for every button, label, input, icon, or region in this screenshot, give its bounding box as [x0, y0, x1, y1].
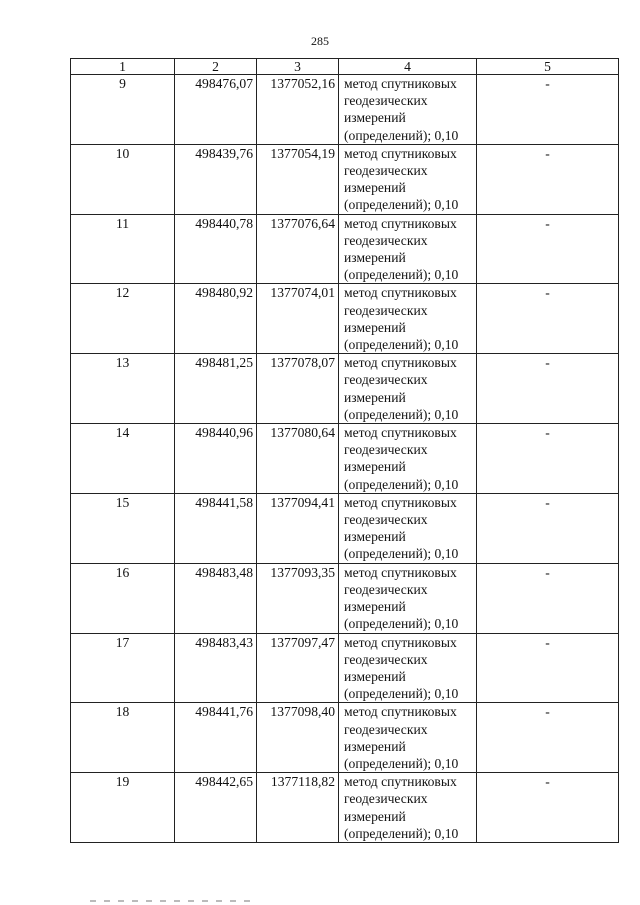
- y-coordinate-cell: 1377098,40: [257, 703, 339, 773]
- method-cell: метод спутниковых геодезических измерений (определений); 0,10: [339, 284, 477, 354]
- table-header-row: [71, 59, 619, 75]
- description-cell: -: [477, 703, 619, 773]
- x-coordinate-cell: 498483,48: [175, 563, 257, 633]
- header-col-1: 1: [71, 59, 175, 75]
- point-number-cell: 16: [71, 563, 175, 633]
- description-cell: -: [477, 563, 619, 633]
- table-row: [71, 144, 619, 214]
- method-cell: метод спутниковых геодезических измерений (определений); 0,10: [339, 354, 477, 424]
- method-cell: метод спутниковых геодезических измерений (определений); 0,10: [339, 424, 477, 494]
- point-number-cell: 15: [71, 493, 175, 563]
- point-number-cell: 17: [71, 633, 175, 703]
- table-body: [71, 75, 619, 843]
- description-cell: -: [477, 493, 619, 563]
- y-coordinate-cell: 1377078,07: [257, 354, 339, 424]
- x-coordinate-cell: 498439,76: [175, 144, 257, 214]
- point-number-cell: 9: [71, 75, 175, 145]
- method-cell: метод спутниковых геодезических измерений (определений); 0,10: [339, 703, 477, 773]
- header-col-4: 4: [339, 59, 477, 75]
- y-coordinate-cell: 1377080,64: [257, 424, 339, 494]
- description-cell: -: [477, 633, 619, 703]
- description-cell: -: [477, 214, 619, 284]
- point-number-cell: 10: [71, 144, 175, 214]
- method-cell: метод спутниковых геодезических измерений (определений); 0,10: [339, 214, 477, 284]
- x-coordinate-cell: 498483,43: [175, 633, 257, 703]
- method-cell: метод спутниковых геодезических измерений (определений); 0,10: [339, 773, 477, 843]
- point-number-cell: 19: [71, 773, 175, 843]
- x-coordinate-cell: 498440,78: [175, 214, 257, 284]
- table-row: [71, 493, 619, 563]
- y-coordinate-cell: 1377054,19: [257, 144, 339, 214]
- method-cell: метод спутниковых геодезических измерений (определений); 0,10: [339, 493, 477, 563]
- x-coordinate-cell: 498476,07: [175, 75, 257, 145]
- method-cell: метод спутниковых геодезических измерений (определений); 0,10: [339, 563, 477, 633]
- y-coordinate-cell: 1377074,01: [257, 284, 339, 354]
- x-coordinate-cell: 498441,76: [175, 703, 257, 773]
- table-row: [71, 773, 619, 843]
- y-coordinate-cell: 1377052,16: [257, 75, 339, 145]
- y-coordinate-cell: 1377097,47: [257, 633, 339, 703]
- point-number-cell: 12: [71, 284, 175, 354]
- method-cell: метод спутниковых геодезических измерений (определений); 0,10: [339, 75, 477, 145]
- scan-artifact: [90, 900, 250, 902]
- description-cell: -: [477, 424, 619, 494]
- header-col-2: 2: [175, 59, 257, 75]
- header-col-3: 3: [257, 59, 339, 75]
- x-coordinate-cell: 498442,65: [175, 773, 257, 843]
- x-coordinate-cell: 498480,92: [175, 284, 257, 354]
- point-number-cell: 11: [71, 214, 175, 284]
- method-cell: метод спутниковых геодезических измерений (определений); 0,10: [339, 633, 477, 703]
- y-coordinate-cell: 1377076,64: [257, 214, 339, 284]
- point-number-cell: 18: [71, 703, 175, 773]
- x-coordinate-cell: 498440,96: [175, 424, 257, 494]
- point-number-cell: 13: [71, 354, 175, 424]
- table-row: [71, 75, 619, 145]
- table-row: [71, 563, 619, 633]
- description-cell: -: [477, 354, 619, 424]
- point-number-cell: 14: [71, 424, 175, 494]
- x-coordinate-cell: 498441,58: [175, 493, 257, 563]
- table-row: [71, 633, 619, 703]
- description-cell: -: [477, 144, 619, 214]
- table-row: [71, 424, 619, 494]
- coordinates-table: [70, 58, 619, 843]
- table-row: [71, 354, 619, 424]
- table-row: [71, 703, 619, 773]
- header-col-5: 5: [477, 59, 619, 75]
- table-row: [71, 284, 619, 354]
- page-number: 285: [311, 34, 329, 48]
- description-cell: -: [477, 75, 619, 145]
- description-cell: -: [477, 284, 619, 354]
- x-coordinate-cell: 498481,25: [175, 354, 257, 424]
- table-row: [71, 214, 619, 284]
- y-coordinate-cell: 1377118,82: [257, 773, 339, 843]
- description-cell: -: [477, 773, 619, 843]
- y-coordinate-cell: 1377093,35: [257, 563, 339, 633]
- y-coordinate-cell: 1377094,41: [257, 493, 339, 563]
- method-cell: метод спутниковых геодезических измерений (определений); 0,10: [339, 144, 477, 214]
